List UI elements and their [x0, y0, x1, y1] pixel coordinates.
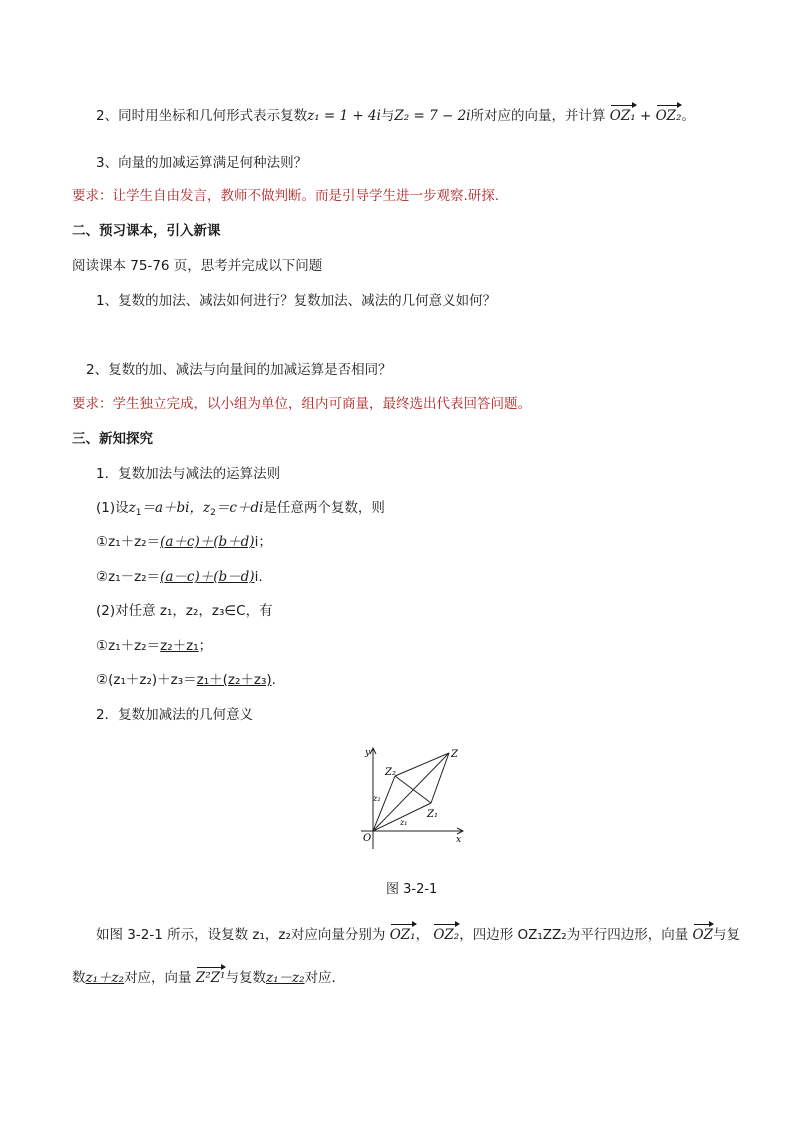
formula-z1: z₁ = 1 + 4i [307, 108, 381, 124]
vector-z2z1-inline: Z²Z¹ [195, 970, 226, 986]
addition-result: (a＋c)＋(b＋d) [160, 534, 255, 550]
label-z: Z [451, 749, 458, 760]
subtraction-result: (a－c)＋(b－d) [160, 569, 255, 585]
label-y: y [365, 748, 371, 758]
rule-definition: (1)设$z_1=a+bi$，$z_2=c+di$是任意两个复数，则 [96, 500, 385, 518]
sum-expression: z₁＋z₂ [85, 970, 125, 986]
vector-oz1: OZ₁ [609, 108, 636, 124]
requirement-1: 要求：让学生自由发言，教师不做判断。而是引导学生进一步观察.研探. [72, 188, 500, 204]
preview-question-1: 1、复数的加法、减法如何进行？复数加法、减法的几何意义如何？ [96, 293, 497, 309]
difference-expression: z₁－z₂ [265, 970, 305, 986]
geometric-meaning-title: 2．复数加减法的几何意义 [96, 707, 254, 723]
label-z2-point: Z₂ [385, 767, 396, 778]
question-2: 2、同时用坐标和几何形式表示复数z₁ = 1 + 4i与Z₂ = 7 − 2i所对应的向量，并计算 OZ₁ + OZ₂。 [96, 108, 695, 124]
label-origin: O [363, 833, 372, 844]
segment-z1-z [431, 753, 449, 803]
vector-oz2-inline: OZ₂ [433, 927, 460, 943]
segment-z2-z [395, 753, 449, 776]
geometric-paragraph-line-1: 如图 3-2-1 所示，设复数 z₁，z₂对应向量分别为 OZ₁， OZ₂，四边形 OZ₁ZZ₂为平行四边形，向量 OZ与复 [96, 927, 740, 943]
vector-oz2: OZ₂ [655, 108, 682, 124]
section-3-title: 三、新知探究 [72, 431, 153, 447]
formula-z2: Z₂ = 7 − 2i [394, 108, 471, 124]
reading-instruction: 阅读课本 75-76 页，思考并完成以下问题 [72, 258, 323, 274]
associative-law: ②(z₁＋z₂)＋z₃＝z₁＋(z₂＋z₃). [96, 672, 276, 688]
parallelogram-figure [355, 745, 467, 859]
label-z1-vector: z₁ [400, 818, 408, 827]
label-x: x [456, 835, 462, 845]
diagonal-z2-z1 [395, 776, 431, 803]
label-z2-vector: z₂ [373, 794, 381, 803]
section-2-title: 二、预习课本，引入新课 [72, 223, 221, 239]
segment-o-z2 [373, 776, 395, 831]
question-3: 3、向量的加减运算满足何种法则？ [96, 155, 308, 171]
parallelogram-diagram [355, 745, 467, 855]
vector-oz1-inline: OZ₁ [389, 927, 416, 943]
arbitrary-complex-line: (2)对任意 z₁，z₂，z₃∈C，有 [96, 603, 273, 619]
addition-rule: ①z₁＋z₂＝(a＋c)＋(b＋d)i； [96, 534, 272, 550]
requirement-2: 要求：学生独立完成，以小组为单位，组内可商量，最终选出代表回答问题。 [72, 396, 531, 412]
rule-title: 1．复数加法与减法的运算法则 [96, 466, 281, 482]
vector-oz-inline: OZ [692, 927, 713, 943]
preview-question-2: 2、复数的加、减法与向量间的加减运算是否相同？ [86, 362, 392, 378]
commutative-result: z₂＋z₁ [160, 638, 199, 654]
figure-caption: 图 3-2-1 [386, 882, 438, 897]
subtraction-rule: ②z₁－z₂＝(a－c)＋(b－d)i. [96, 569, 263, 585]
commutative-law: ①z₁＋z₂＝z₂＋z₁； [96, 638, 213, 654]
associative-result: z₁＋(z₂＋z₃) [196, 672, 272, 688]
geometric-paragraph-line-2: 数z₁＋z₂对应，向量 Z²Z¹与复数z₁－z₂对应． [72, 970, 346, 986]
label-z1-point: Z₁ [427, 809, 438, 820]
